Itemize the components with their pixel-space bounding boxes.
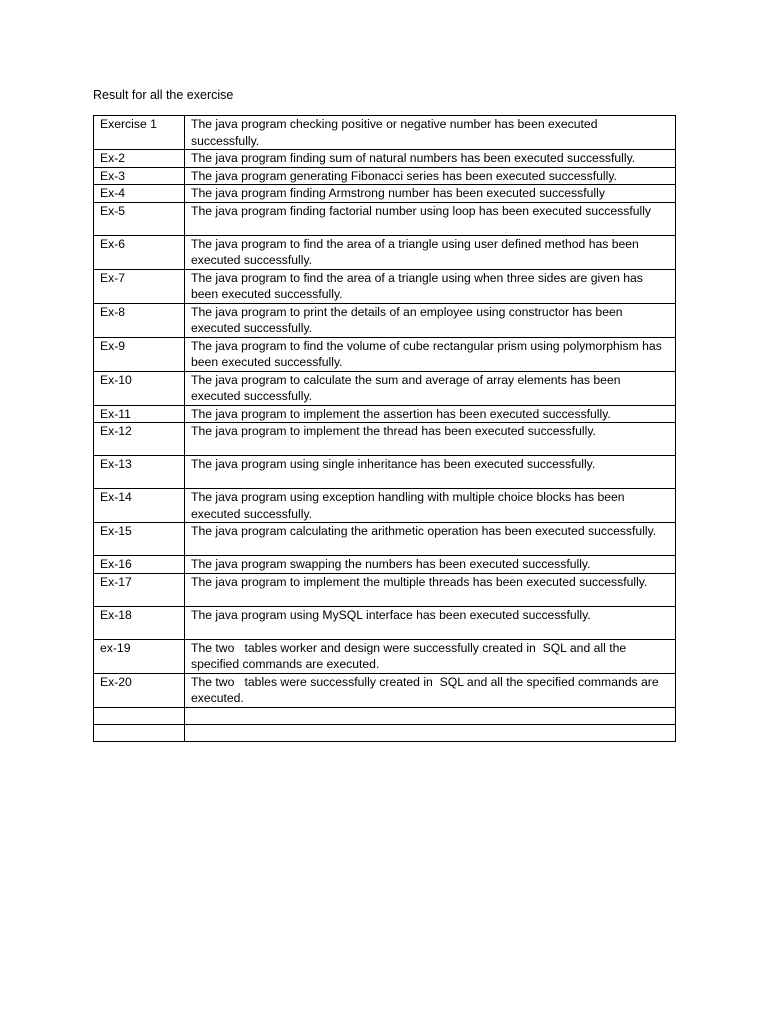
exercise-cell — [94, 724, 185, 741]
table-row — [94, 573, 676, 606]
exercise-cell: Ex-4 — [94, 185, 185, 203]
result-cell: The java program using single inheritance has been executed successfully. — [185, 456, 676, 489]
result-cell: The java program to print the details of an employee using constructor has been executed successfully. — [185, 303, 676, 337]
exercise-cell: ex-19 — [94, 639, 185, 673]
exercise-cell: Ex-20 — [94, 673, 185, 707]
table-row — [94, 556, 676, 574]
table-row — [94, 202, 676, 235]
exercise-cell: Ex-5 — [94, 202, 185, 235]
exercise-cell: Ex-9 — [94, 337, 185, 371]
table-row — [94, 303, 676, 337]
exercise-cell: Ex-15 — [94, 523, 185, 556]
results-table — [93, 115, 676, 742]
result-cell: The java program to find the area of a triangle using when three sides are given has been executed successfully. — [185, 269, 676, 303]
table-row — [94, 523, 676, 556]
table-row — [94, 423, 676, 456]
table-row — [94, 405, 676, 423]
table-row — [94, 456, 676, 489]
results-table-body — [94, 116, 676, 742]
result-cell: The java program finding sum of natural numbers has been executed successfully. — [185, 150, 676, 168]
result-cell: The java program using MySQL interface has been executed successfully. — [185, 606, 676, 639]
table-row — [94, 489, 676, 523]
result-cell: The two tables were successfully created in SQL and all the specified commands are executed. — [185, 673, 676, 707]
result-cell: The java program swapping the numbers has been executed successfully. — [185, 556, 676, 574]
result-cell — [185, 724, 676, 741]
result-cell: The java program to implement the multiple threads has been executed successfully. — [185, 573, 676, 606]
result-cell: The java program to find the area of a triangle using user defined method has been executed successfully. — [185, 235, 676, 269]
table-row — [94, 185, 676, 203]
exercise-cell: Ex-17 — [94, 573, 185, 606]
table-row — [94, 707, 676, 724]
result-cell: The two tables worker and design were successfully created in SQL and all the specified commands are executed. — [185, 639, 676, 673]
exercise-cell: Ex-14 — [94, 489, 185, 523]
exercise-cell: Ex-18 — [94, 606, 185, 639]
exercise-cell: Ex-2 — [94, 150, 185, 168]
table-row — [94, 150, 676, 168]
result-cell: The java program to implement the thread has been executed successfully. — [185, 423, 676, 456]
result-cell: The java program finding Armstrong number has been executed successfully — [185, 185, 676, 203]
table-row — [94, 673, 676, 707]
exercise-cell: Ex-7 — [94, 269, 185, 303]
table-row — [94, 167, 676, 185]
exercise-cell: Ex-6 — [94, 235, 185, 269]
result-cell: The java program to implement the assertion has been executed successfully. — [185, 405, 676, 423]
exercise-cell: Ex-3 — [94, 167, 185, 185]
table-row — [94, 724, 676, 741]
table-row — [94, 337, 676, 371]
table-row — [94, 269, 676, 303]
table-row — [94, 606, 676, 639]
exercise-cell: Ex-12 — [94, 423, 185, 456]
exercise-cell: Exercise 1 — [94, 116, 185, 150]
exercise-cell: Ex-10 — [94, 371, 185, 405]
exercise-cell: Ex-11 — [94, 405, 185, 423]
exercise-cell — [94, 707, 185, 724]
table-row — [94, 639, 676, 673]
result-cell — [185, 707, 676, 724]
page-title: Result for all the exercise — [93, 88, 234, 102]
table-row — [94, 371, 676, 405]
result-cell: The java program calculating the arithmetic operation has been executed successfully. — [185, 523, 676, 556]
exercise-cell: Ex-16 — [94, 556, 185, 574]
result-cell: The java program finding factorial number using loop has been executed successfully — [185, 202, 676, 235]
exercise-cell: Ex-8 — [94, 303, 185, 337]
table-row — [94, 235, 676, 269]
result-cell: The java program to find the volume of cube rectangular prism using polymorphism has been executed successfully. — [185, 337, 676, 371]
table-row — [94, 116, 676, 150]
result-cell: The java program checking positive or negative number has been executed successfully. — [185, 116, 676, 150]
result-cell: The java program generating Fibonacci series has been executed successfully. — [185, 167, 676, 185]
result-cell: The java program using exception handling with multiple choice blocks has been executed successfully. — [185, 489, 676, 523]
result-cell: The java program to calculate the sum and average of array elements has been executed successfully. — [185, 371, 676, 405]
exercise-cell: Ex-13 — [94, 456, 185, 489]
